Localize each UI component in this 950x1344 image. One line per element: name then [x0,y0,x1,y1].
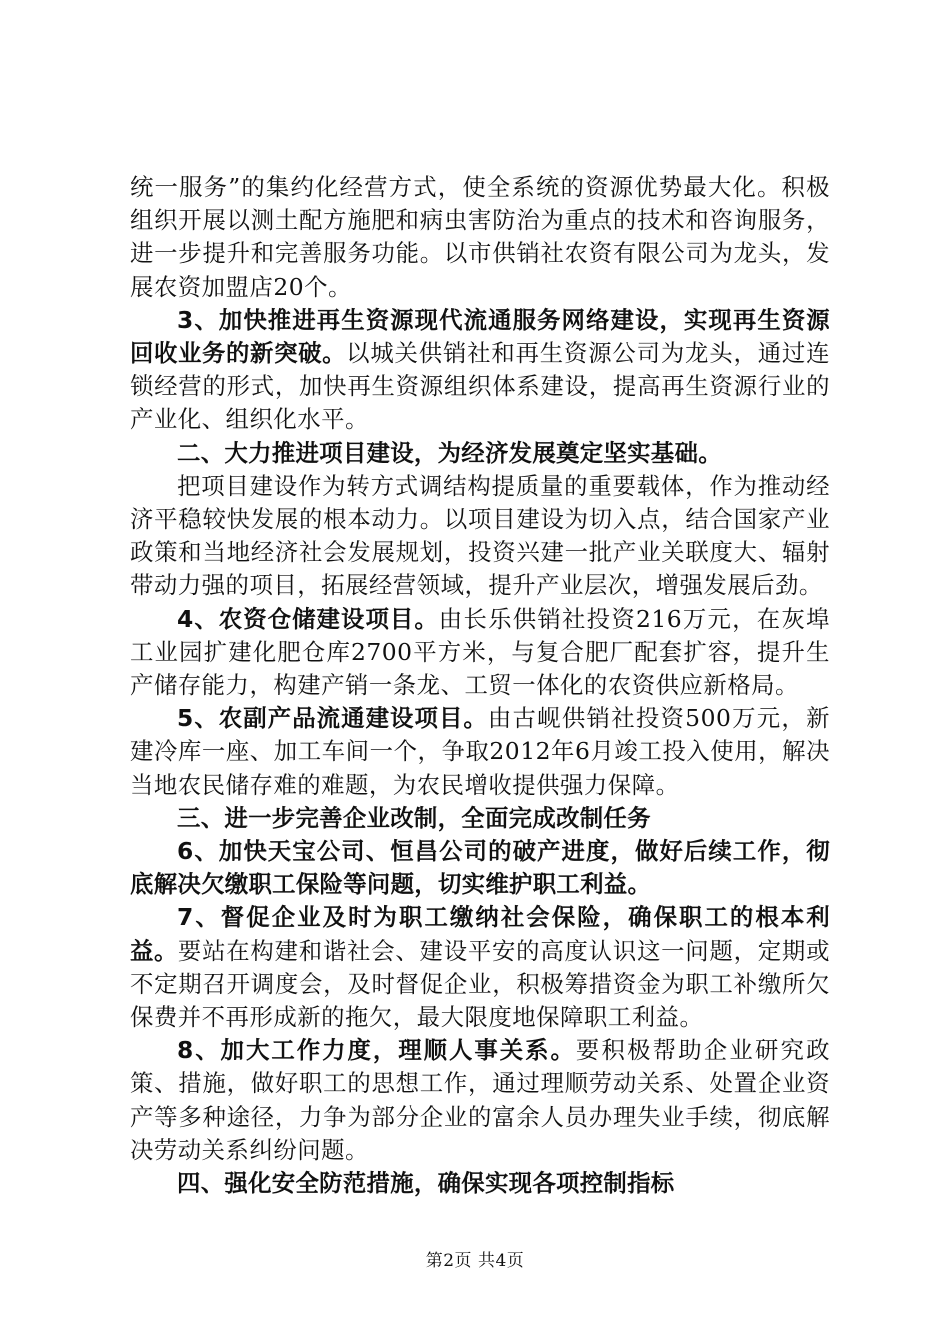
paragraph-lead: 8、加大工作力度，理顺人事关系。 [177,1036,576,1065]
paragraph-text: 以城关供销社和再生资源公司为龙头，通过连锁经营的形式，加快再生资源组织体系建设，提高再生资源行业的产业化、组织化水平。 [130,339,831,434]
document-body [130,171,830,1200]
section-heading [130,802,830,835]
paragraph [130,1034,830,1167]
paragraph [130,171,830,304]
paragraph-text: 由长乐供销社投资216万元，在灰埠工业园扩建化肥仓库2700平方米，与复合肥厂配套扩容，提升生产储存能力，构建产销一条龙、工贸一体化的农资供应新格局。 [130,604,830,700]
section-heading [130,1167,830,1200]
paragraph-lead: 5、农副产品流通建设项目。 [177,704,488,733]
paragraph-lead: 3、加快推进再生资源现代流通服务网络建设，实现再生资源回收业务的新突破。 [130,305,830,368]
paragraph [130,603,830,703]
paragraph-lead: 4、农资仓储建设项目。 [177,604,439,633]
paragraph-text: 统一服务”的集约化经营方式，使全系统的资源优势最大化。积极组织开展以测土配方施肥和病虫害防治为重点的技术和咨询服务，进一步提升和完善服务功能。以市供销社农资有限公司为龙头，发展农资加盟店20个。 [130,173,830,301]
paragraph-lead: 6、加快天宝公司、恒昌公司的破产进度，做好后续工作，彻底解决欠缴职工保险等问题，切实维护职工利益。 [130,837,830,899]
section-heading [130,437,830,470]
paragraph [130,470,830,603]
paragraph [130,702,830,802]
paragraph [130,304,830,437]
paragraph-lead: 二、大力推进项目建设，为经济发展奠定坚实基础。 [177,438,722,467]
paragraph-lead: 7、督促企业及时为职工缴纳社会保险，确保职工的根本利益。 [130,903,830,965]
paragraph-text: 把项目建设作为转方式调结构提质量的重要载体，作为推动经济平稳较快发展的根本动力。以项目建设为切入点，结合国家产业政策和当地经济社会发展规划，投资兴建一批产业关联度大、辐射带动力强的项目，拓展经营领域，提升产业层次，增强发展后劲。 [130,471,830,600]
paragraph [130,835,830,901]
paragraph-text: 要积极帮助企业研究政策、措施，做好职工的思想工作，通过理顺劳动关系、处置企业资产等多种途径，力争为部分企业的富余人员办理失业手续，彻底解决劳动关系纠纷问题。 [130,1036,831,1164]
paragraph-text: 要站在构建和谐社会、建设平安的高度认识这一问题，定期或不定期召开调度会，及时督促企业，积极筹措资金为职工补缴所欠保费并不再形成新的拖欠，最大限度地保障职工利益。 [130,936,830,1032]
page-footer: 第2页 共4页 [425,1251,525,1271]
paragraph-text: 由古岘供销社投资500万元，新建冷库一座、加工车间一个，争取2012年6月竣工投入使用，解决当地农民储存难的难题，为农民增收提供强力保障。 [130,704,830,799]
paragraph-lead: 三、进一步完善企业改制，全面完成改制任务 [177,803,651,832]
paragraph [130,901,830,1034]
paragraph-lead: 四、强化安全防范措施，确保实现各项控制指标 [177,1169,675,1198]
